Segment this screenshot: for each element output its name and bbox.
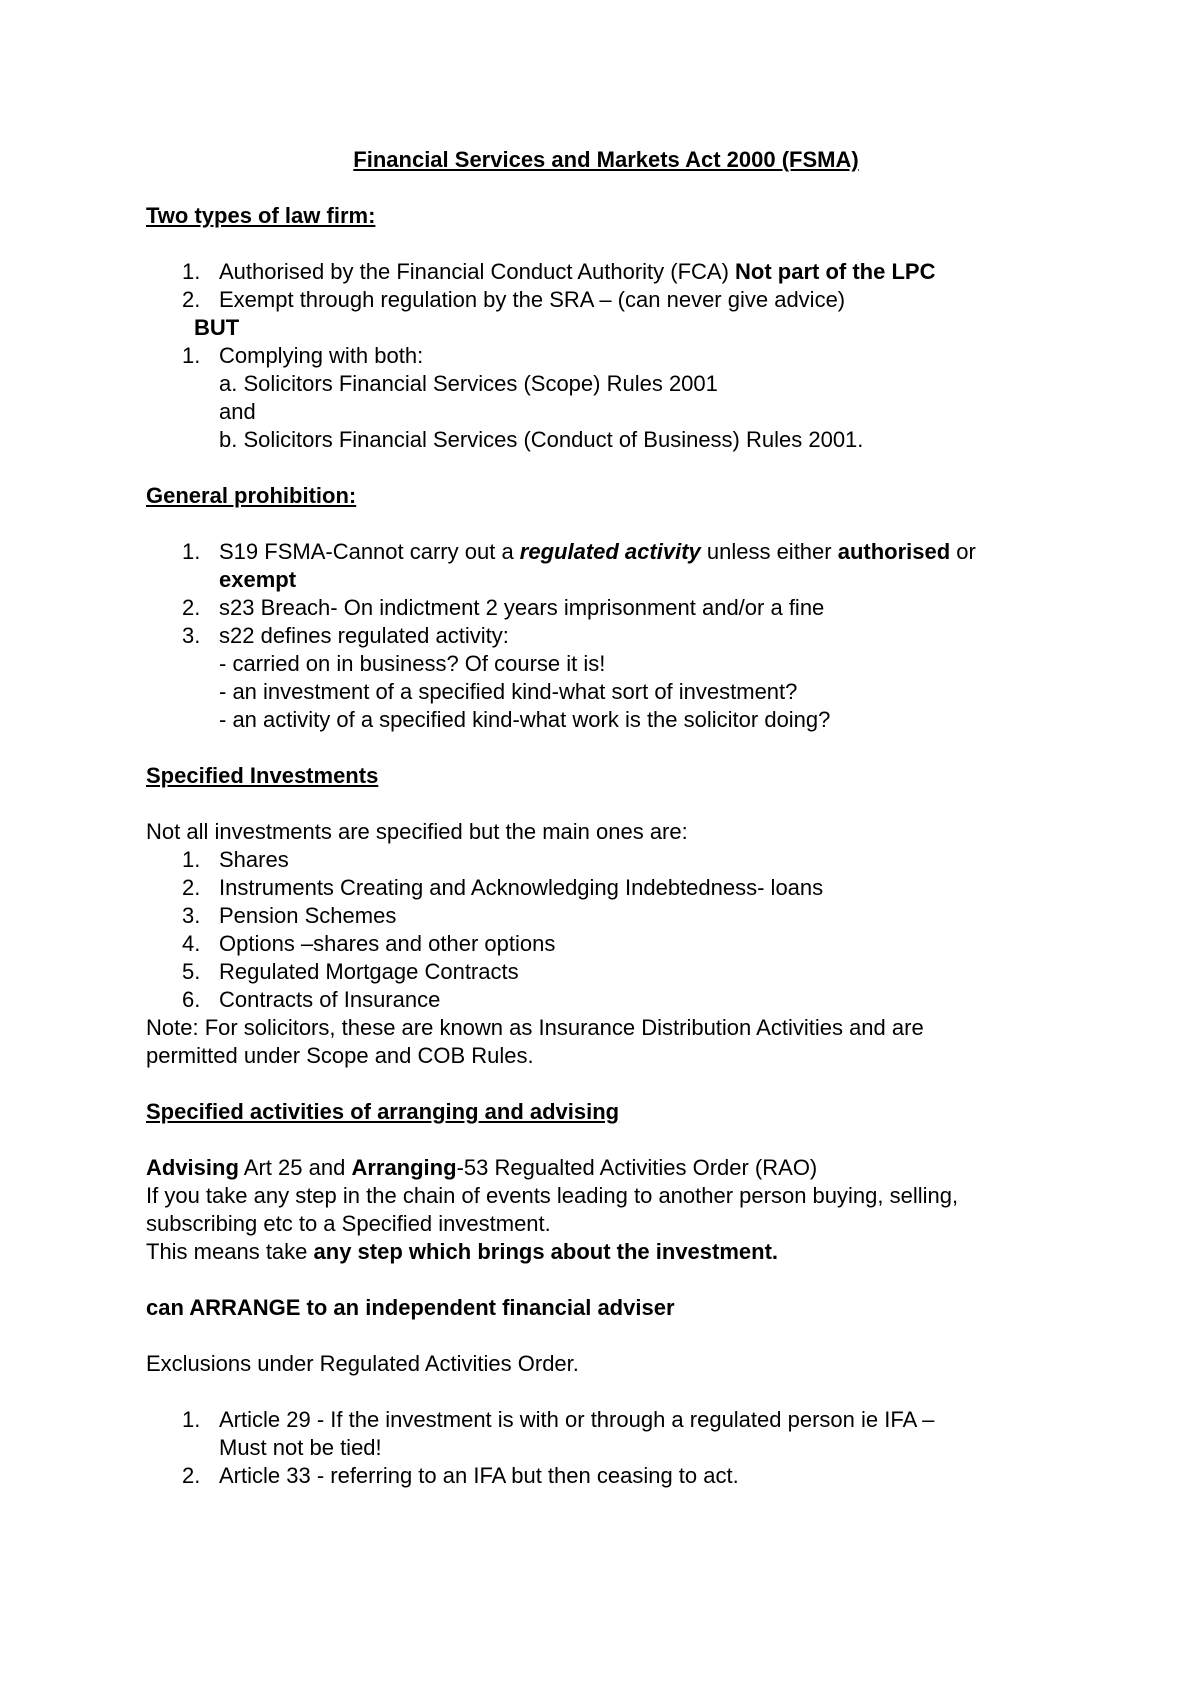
list-text: s23 Breach- On indictment 2 years imprisonment and/or a fine	[219, 595, 825, 620]
list-item	[146, 846, 1066, 874]
heading-two-types: Two types of law firm:	[146, 203, 376, 228]
note-line: permitted under Scope and COB Rules.	[146, 1043, 534, 1068]
paragraph-line: If you take any step in the chain of events leading to another person buying, selling,	[146, 1183, 959, 1208]
list-item	[146, 958, 1066, 986]
list-text: Pension Schemes	[219, 903, 397, 928]
paragraph-bold: any step which brings about the investment.	[313, 1239, 779, 1264]
list-number: 1.	[182, 343, 201, 368]
dash-item: - an activity of a specified kind-what work is the solicitor doing?	[219, 707, 831, 732]
list-item	[146, 986, 1066, 1014]
list-text: Exempt through regulation by the SRA – (can never give advice)	[219, 287, 846, 312]
exclusions-line: Exclusions under Regulated Activities Order.	[146, 1351, 579, 1376]
dash-item: - an investment of a specified kind-what sort of investment?	[219, 679, 798, 704]
list-text: Instruments Creating and Acknowledging Indebtedness- loans	[219, 875, 824, 900]
list-number: 3.	[182, 903, 201, 928]
list-number: 6.	[182, 987, 201, 1012]
advising-bold: Advising	[146, 1155, 239, 1180]
but-label: BUT	[194, 315, 240, 340]
list-item	[146, 902, 1066, 930]
list-item	[146, 622, 1066, 650]
list-item	[146, 594, 1066, 622]
list-number: 1.	[182, 847, 201, 872]
arrange-line	[146, 1294, 1066, 1322]
list-text: s22 defines regulated activity:	[219, 623, 509, 648]
list-number: 2.	[182, 1463, 201, 1488]
document-page	[146, 146, 1066, 1490]
list-number: 2.	[182, 287, 201, 312]
investments-intro: Not all investments are specified but the main ones are:	[146, 819, 688, 844]
arrange-bold: can ARRANGE to an independent financial adviser	[146, 1295, 675, 1320]
list-number: 2.	[182, 595, 201, 620]
list-text-bold: authorised	[837, 539, 951, 564]
paragraph-line	[146, 1238, 1066, 1266]
list-text-continued: Must not be tied!	[219, 1435, 382, 1460]
list-text: Article 33 - referring to an IFA but then ceasing to act.	[219, 1463, 739, 1488]
list-text: unless either	[700, 539, 838, 564]
list-text: Shares	[219, 847, 289, 872]
paragraph-text: This means take	[146, 1239, 314, 1264]
sub-item-a: a. Solicitors Financial Services (Scope) Rules 2001	[219, 371, 718, 396]
arranging-bold: Arranging	[351, 1155, 457, 1180]
paragraph-line: subscribing etc to a Specified investment.	[146, 1211, 551, 1236]
list-text: Authorised by the Financial Conduct Authority (FCA)	[219, 259, 736, 284]
list-text: Contracts of Insurance	[219, 987, 441, 1012]
heading-specified-activities: Specified activities of arranging and advising	[146, 1099, 620, 1124]
sub-and: and	[219, 399, 256, 424]
list-text: S19 FSMA-Cannot carry out a	[219, 539, 520, 564]
sub-item-b: b. Solicitors Financial Services (Conduct of Business) Rules 2001.	[219, 427, 864, 452]
list-item	[146, 930, 1066, 958]
list-text: Regulated Mortgage Contracts	[219, 959, 519, 984]
list-item	[146, 286, 1066, 314]
heading-specified-investments: Specified Investments	[146, 763, 379, 788]
advising-text: Art 25 and	[238, 1155, 352, 1180]
advising-line	[146, 1154, 1066, 1182]
document-title: Financial Services and Markets Act 2000 (FSMA)	[353, 147, 859, 172]
list-item	[146, 1462, 1066, 1490]
list-item	[146, 538, 1066, 566]
list-item	[146, 874, 1066, 902]
list-number: 5.	[182, 959, 201, 984]
list-text-bold-italic: regulated activity	[519, 539, 701, 564]
list-text-bold: Not part of the LPC	[735, 259, 936, 284]
list-text-bold: exempt	[219, 567, 297, 592]
list-item	[146, 1406, 1066, 1434]
list-text: Article 29 - If the investment is with or through a regulated person ie IFA –	[219, 1407, 935, 1432]
arranging-text: -53 Regualted Activities Order (RAO)	[456, 1155, 818, 1180]
list-item	[146, 342, 1066, 370]
list-number: 3.	[182, 623, 201, 648]
but-line	[146, 314, 1066, 342]
list-number: 2.	[182, 875, 201, 900]
list-number: 1.	[182, 1407, 201, 1432]
list-number: 1.	[182, 539, 201, 564]
list-number: 1.	[182, 259, 201, 284]
list-item	[146, 258, 1066, 286]
list-number: 4.	[182, 931, 201, 956]
note-line: Note: For solicitors, these are known as Insurance Distribution Activities and are	[146, 1015, 924, 1040]
list-text: Complying with both:	[219, 343, 424, 368]
dash-item: - carried on in business? Of course it is!	[219, 651, 606, 676]
list-text: Options –shares and other options	[219, 931, 556, 956]
heading-general-prohibition: General prohibition:	[146, 483, 357, 508]
list-text: or	[950, 539, 976, 564]
